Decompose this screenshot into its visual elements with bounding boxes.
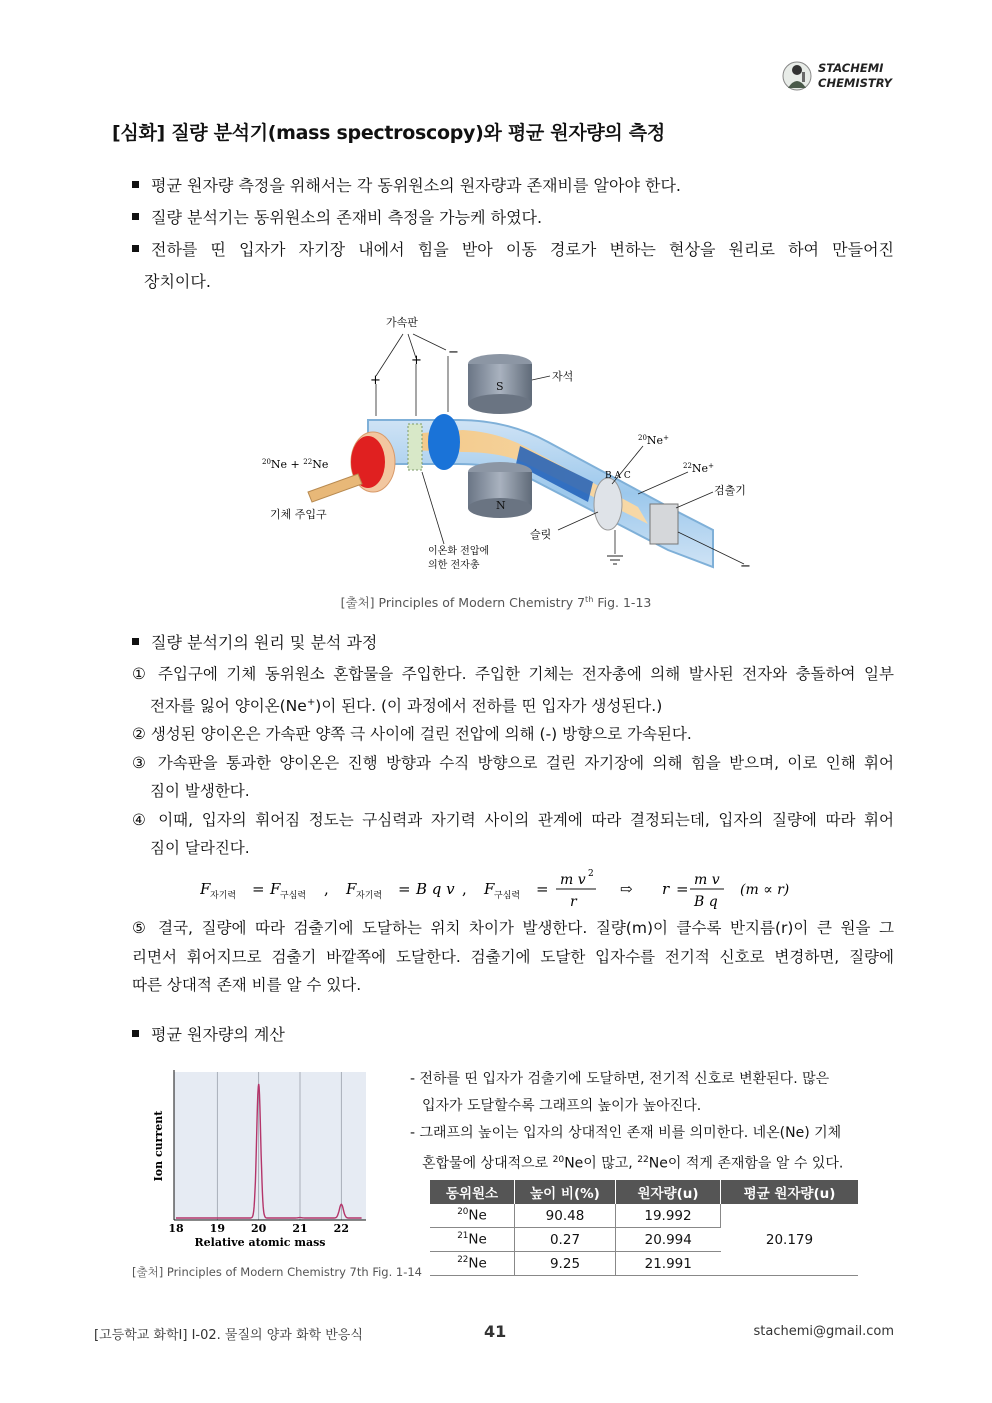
square-bullet-icon xyxy=(132,1030,139,1037)
force-formula xyxy=(200,864,820,910)
average-cell: 20.179 xyxy=(721,1204,859,1276)
logo-line2: CHEMISTRY xyxy=(818,76,892,90)
svg-text:m v: m v xyxy=(694,872,720,888)
table-row xyxy=(430,1204,858,1228)
note-line: - 그래프의 높이는 입자의 상대적인 존재 비를 의미한다. 네온(Ne) 기체 xyxy=(410,1125,842,1141)
electron-gun-label-2: 의한 전자총 xyxy=(428,560,480,571)
svg-text:자기력: 자기력 xyxy=(210,891,237,901)
process-steps-cont xyxy=(132,914,894,1000)
intro-bullets xyxy=(132,170,894,298)
accel-plate-label: 가속판 xyxy=(386,316,418,329)
gas-inlet-pipe xyxy=(308,474,362,502)
magnet-label: 자석 xyxy=(552,370,574,383)
step-line: 따른 상대적 존재 비를 알 수 있다. xyxy=(132,976,362,994)
chart-caption: [출처] Principles of Modern Chemistry 7th Fig. 1-14 xyxy=(132,1265,423,1279)
slit xyxy=(594,478,622,530)
accelerator-plate xyxy=(428,414,460,470)
bullet-item: 질량 분석기는 동위원소의 존재비 측정을 가능케 하였다. xyxy=(132,202,894,234)
y-axis-label: Ion current xyxy=(152,1110,165,1182)
ratio-cell: 90.48 xyxy=(515,1204,616,1228)
detector-label: 검출기 xyxy=(714,484,746,497)
svg-text:=: = xyxy=(536,880,549,898)
ground-icon xyxy=(607,556,623,564)
step-line: 짐이 달라진다. xyxy=(150,839,250,858)
x-tick-label: 20 xyxy=(251,1222,267,1235)
x-axis-label: Relative atomic mass xyxy=(194,1236,326,1249)
column-header: 동위원소 xyxy=(430,1180,515,1204)
svg-text:m v: m v xyxy=(560,872,586,888)
svg-text:,: , xyxy=(324,880,329,898)
amu-cell: 19.992 xyxy=(616,1204,721,1228)
ne-mixture-label: $^{20}$Ne + $^{22}$Ne xyxy=(262,458,329,471)
amu-cell: 21.991 xyxy=(616,1252,721,1276)
mass-spectrometer-diagram xyxy=(258,312,778,584)
note-line: 입자가 도달할수록 그래프의 높이가 높아진다. xyxy=(422,1098,702,1114)
bullet-item: 전하를 띤 입자가 자기장 내에서 힘을 받아 이동 경로가 변하는 현상을 원리로 하여 만들어진 xyxy=(132,234,894,266)
plus-sign: + xyxy=(411,353,422,368)
section-heading: 평균 원자량의 계산 xyxy=(132,1022,285,1045)
step-line: 리면서 휘어지므로 검출기 바깥쪽에 도달한다. 검출기에 도달한 입자수를 전기적 신호로 변경하면, 질량에 xyxy=(132,947,894,966)
svg-text:r: r xyxy=(662,880,670,898)
arrow-icon: ⇨ xyxy=(620,880,633,898)
ne22-ion-label: $^{22}$Ne+ xyxy=(683,462,714,475)
magnet-s-label: S xyxy=(496,380,504,393)
svg-text:B q: B q xyxy=(694,894,718,910)
footer-course: [고등학교 화학Ⅰ] Ⅰ-02. 물질의 양과 화학 반응식 xyxy=(94,1328,363,1343)
step-line: 짐이 발생한다. xyxy=(150,782,250,801)
gas-inlet-label: 기체 주입구 xyxy=(270,508,327,521)
chart-notes xyxy=(410,1066,880,1178)
bullet-continuation: 장치이다. xyxy=(144,272,211,291)
svg-text:2: 2 xyxy=(588,869,594,879)
ratio-cell: 0.27 xyxy=(515,1228,616,1252)
bullet-item: 평균 원자량 측정을 위해서는 각 동위원소의 원자량과 존재비를 알아야 한다. xyxy=(132,170,894,202)
x-tick-label: 18 xyxy=(168,1222,184,1235)
step-line: ③ 가속판을 통과한 양이온은 진행 방향과 수직 방향으로 걸린 자기장에 의해 힘을 받으며, 이로 인해 휘어 xyxy=(132,753,894,772)
isotope-cell: $^{22}$Ne xyxy=(430,1252,515,1276)
column-header: 높이 비(%) xyxy=(515,1180,616,1204)
isotope-cell: $^{21}$Ne xyxy=(430,1228,515,1252)
svg-text:=: = xyxy=(676,880,689,898)
x-tick-label: 22 xyxy=(333,1222,349,1235)
ratio-cell: 9.25 xyxy=(515,1252,616,1276)
scientist-logo-icon xyxy=(782,58,812,94)
electron-gun-label-1: 이온화 전압에 xyxy=(428,546,490,557)
step-line: ⑤ 결국, 질량에 따라 검출기에 도달하는 위치 차이가 발생한다. 질량(m)이 클수록 반지름(r)이 큰 원을 그 xyxy=(132,919,894,937)
page-title: [심화] 질량 분석기(mass spectroscopy)와 평균 원자량의 측정 xyxy=(112,122,665,144)
svg-text:F: F xyxy=(270,880,281,898)
section-heading: 질량 분석기의 원리 및 분석 과정 xyxy=(132,630,377,653)
svg-text:자기력: 자기력 xyxy=(356,891,383,901)
bac-label: B A C xyxy=(605,471,631,481)
square-bullet-icon xyxy=(132,638,139,645)
square-bullet-icon xyxy=(132,181,139,188)
slit-label: 슬릿 xyxy=(530,528,552,541)
amu-cell: 20.994 xyxy=(616,1228,721,1252)
svg-text:F: F xyxy=(346,880,357,898)
svg-text:=: = xyxy=(398,880,411,898)
svg-text:,: , xyxy=(462,880,467,898)
mass-spectrum-chart xyxy=(150,1066,370,1258)
svg-text:F: F xyxy=(484,880,495,898)
note-line: - 전하를 띤 입자가 검출기에 도달하면, 전기적 신호로 변환된다. 많은 xyxy=(410,1071,830,1087)
header-logo xyxy=(782,58,902,98)
minus-sign: − xyxy=(740,559,751,574)
svg-text:F: F xyxy=(200,880,211,898)
magnet-n-label: N xyxy=(496,499,506,512)
column-header: 원자량(u) xyxy=(616,1180,721,1204)
step-line: ① 주입구에 기체 동위원소 혼합물을 주입한다. 주입한 기체는 전자총에 의해 발사된 전자와 충돌하여 일부 xyxy=(132,665,894,683)
svg-text:구심력: 구심력 xyxy=(280,891,307,901)
detector-block xyxy=(650,504,678,544)
square-bullet-icon xyxy=(132,245,139,252)
table-header-row xyxy=(430,1180,858,1204)
x-tick-label: 19 xyxy=(209,1222,225,1235)
step-line: ② 생성된 양이온은 가속판 양쪽 극 사이에 걸린 전압에 의해 (-) 방향으로 가속된다. xyxy=(132,725,692,744)
svg-text:=: = xyxy=(252,880,265,898)
step-line: 전자를 잃어 양이온(Ne+)이 된다. (이 과정에서 전하를 띤 입자가 생성된다.) xyxy=(150,696,663,715)
figure-caption: [출처] Principles of Modern Chemistry 7th Fig. 1-13 xyxy=(340,593,652,610)
plus-sign: + xyxy=(370,373,381,388)
ne20-ion-label: $^{20}$Ne+ xyxy=(638,434,669,447)
electron-gun xyxy=(408,424,422,470)
footer-email: stachemi@gmail.com xyxy=(753,1324,894,1339)
step-line: ④ 이때, 입자의 휘어짐 정도는 구심력과 자기력 사이의 관계에 따라 결정되는데, 입자의 질량에 따라 휘어 xyxy=(132,810,894,829)
page-number: 41 xyxy=(484,1322,507,1341)
svg-text:r: r xyxy=(570,894,577,910)
x-tick-label: 21 xyxy=(292,1222,308,1235)
svg-text:B q v: B q v xyxy=(416,880,455,898)
isotope-cell: $^{20}$Ne xyxy=(430,1204,515,1228)
svg-text:구심력: 구심력 xyxy=(494,891,521,901)
logo-line1: STACHEMI xyxy=(818,61,884,75)
chart-plot-area xyxy=(174,1072,366,1220)
svg-text:(m ∝ r): (m ∝ r) xyxy=(740,882,790,898)
minus-sign: − xyxy=(448,345,459,360)
note-line: 혼합물에 상대적으로 $^{20}$Ne이 많고, $^{22}$Ne이 적게 존재함을 알 수 있다. xyxy=(422,1155,844,1172)
square-bullet-icon xyxy=(132,213,139,220)
column-header: 평균 원자량(u) xyxy=(721,1180,859,1204)
isotope-table xyxy=(430,1180,858,1276)
process-steps xyxy=(132,660,894,863)
